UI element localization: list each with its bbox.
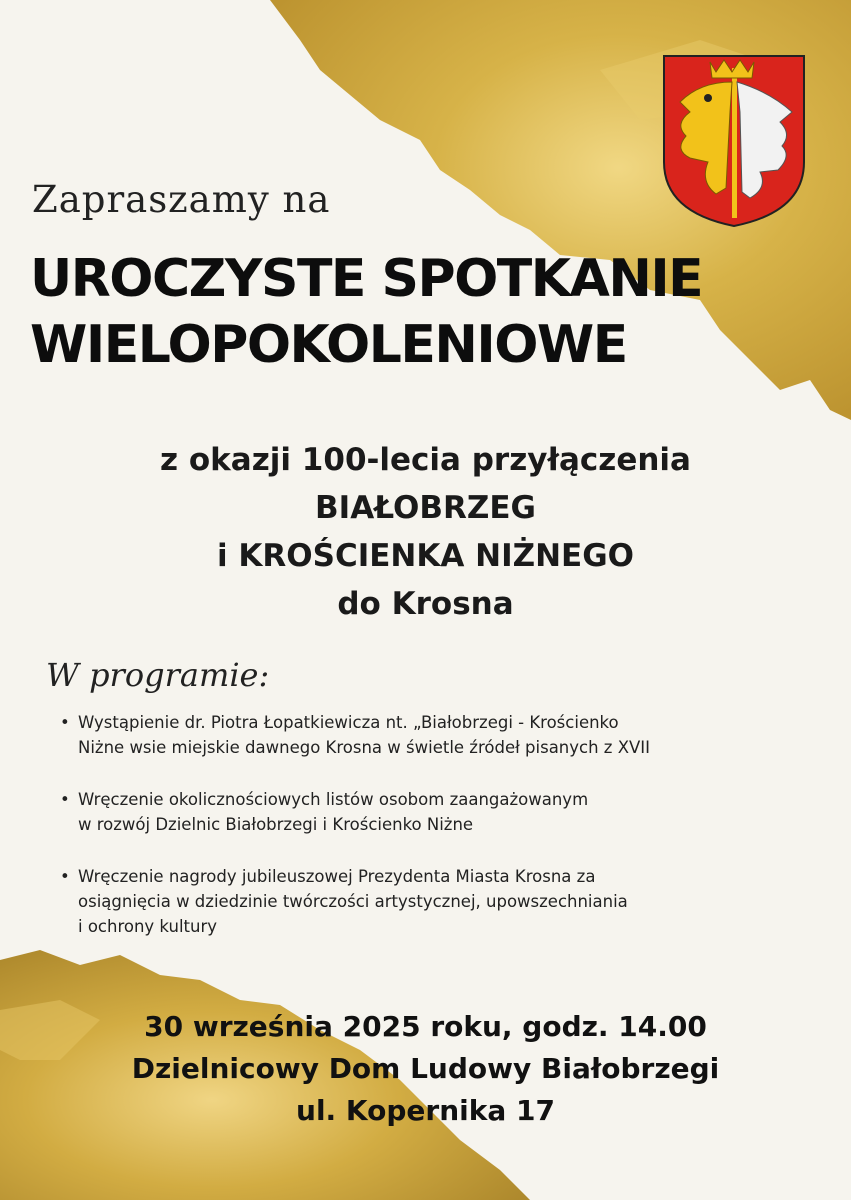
coat-of-arms-icon [660,52,808,228]
event-details [0,1006,851,1132]
subtitle-line: i KROŚCIENKA NIŻNEGO [216,538,635,574]
event-venue: Dzielnicowy Dom Ludowy Białobrzegi [131,1052,720,1085]
event-address: ul. Kopernika 17 [296,1094,555,1127]
intro-text: Zapraszamy na [32,178,331,221]
event-date-time: 30 września 2025 roku, godz. 14.00 [144,1010,707,1043]
occasion-subtitle [0,436,851,628]
subtitle-line: do Krosna [337,586,514,622]
title-line-1: UROCZYSTE SPOTKANIE [30,249,703,309]
program-item-line: i ochrony kultury [78,917,218,936]
program-item-line: Niżne wsie miejskie dawnego Krosna w świetle źródeł pisanych z XVII [78,738,651,757]
program-list [60,710,820,966]
program-item-line: osiągnięcia w dziedzinie twórczości artystycznej, upowszechniania [78,892,628,911]
program-item [60,710,820,760]
program-heading: W programie: [46,656,270,694]
program-item-line: • Wręczenie nagrody jubileuszowej Prezydenta Miasta Krosna za [78,867,596,886]
program-item-line: • Wręczenie okolicznościowych listów osobom zaangażowanym [78,790,589,809]
title-line-2: WIELOPOKOLENIOWE [30,315,627,375]
program-item [60,787,820,837]
program-item [60,864,820,939]
program-item-line: w rozwój Dzielnic Białobrzegi i Krościenko Niżne [78,815,474,834]
subtitle-line: BIAŁOBRZEG [315,490,536,526]
event-title [30,246,830,378]
subtitle-line: z okazji 100-lecia przyłączenia [160,442,691,478]
program-item-line: • Wystąpienie dr. Piotra Łopatkiewicza nt. „Białobrzegi - Krościenko [78,713,619,732]
